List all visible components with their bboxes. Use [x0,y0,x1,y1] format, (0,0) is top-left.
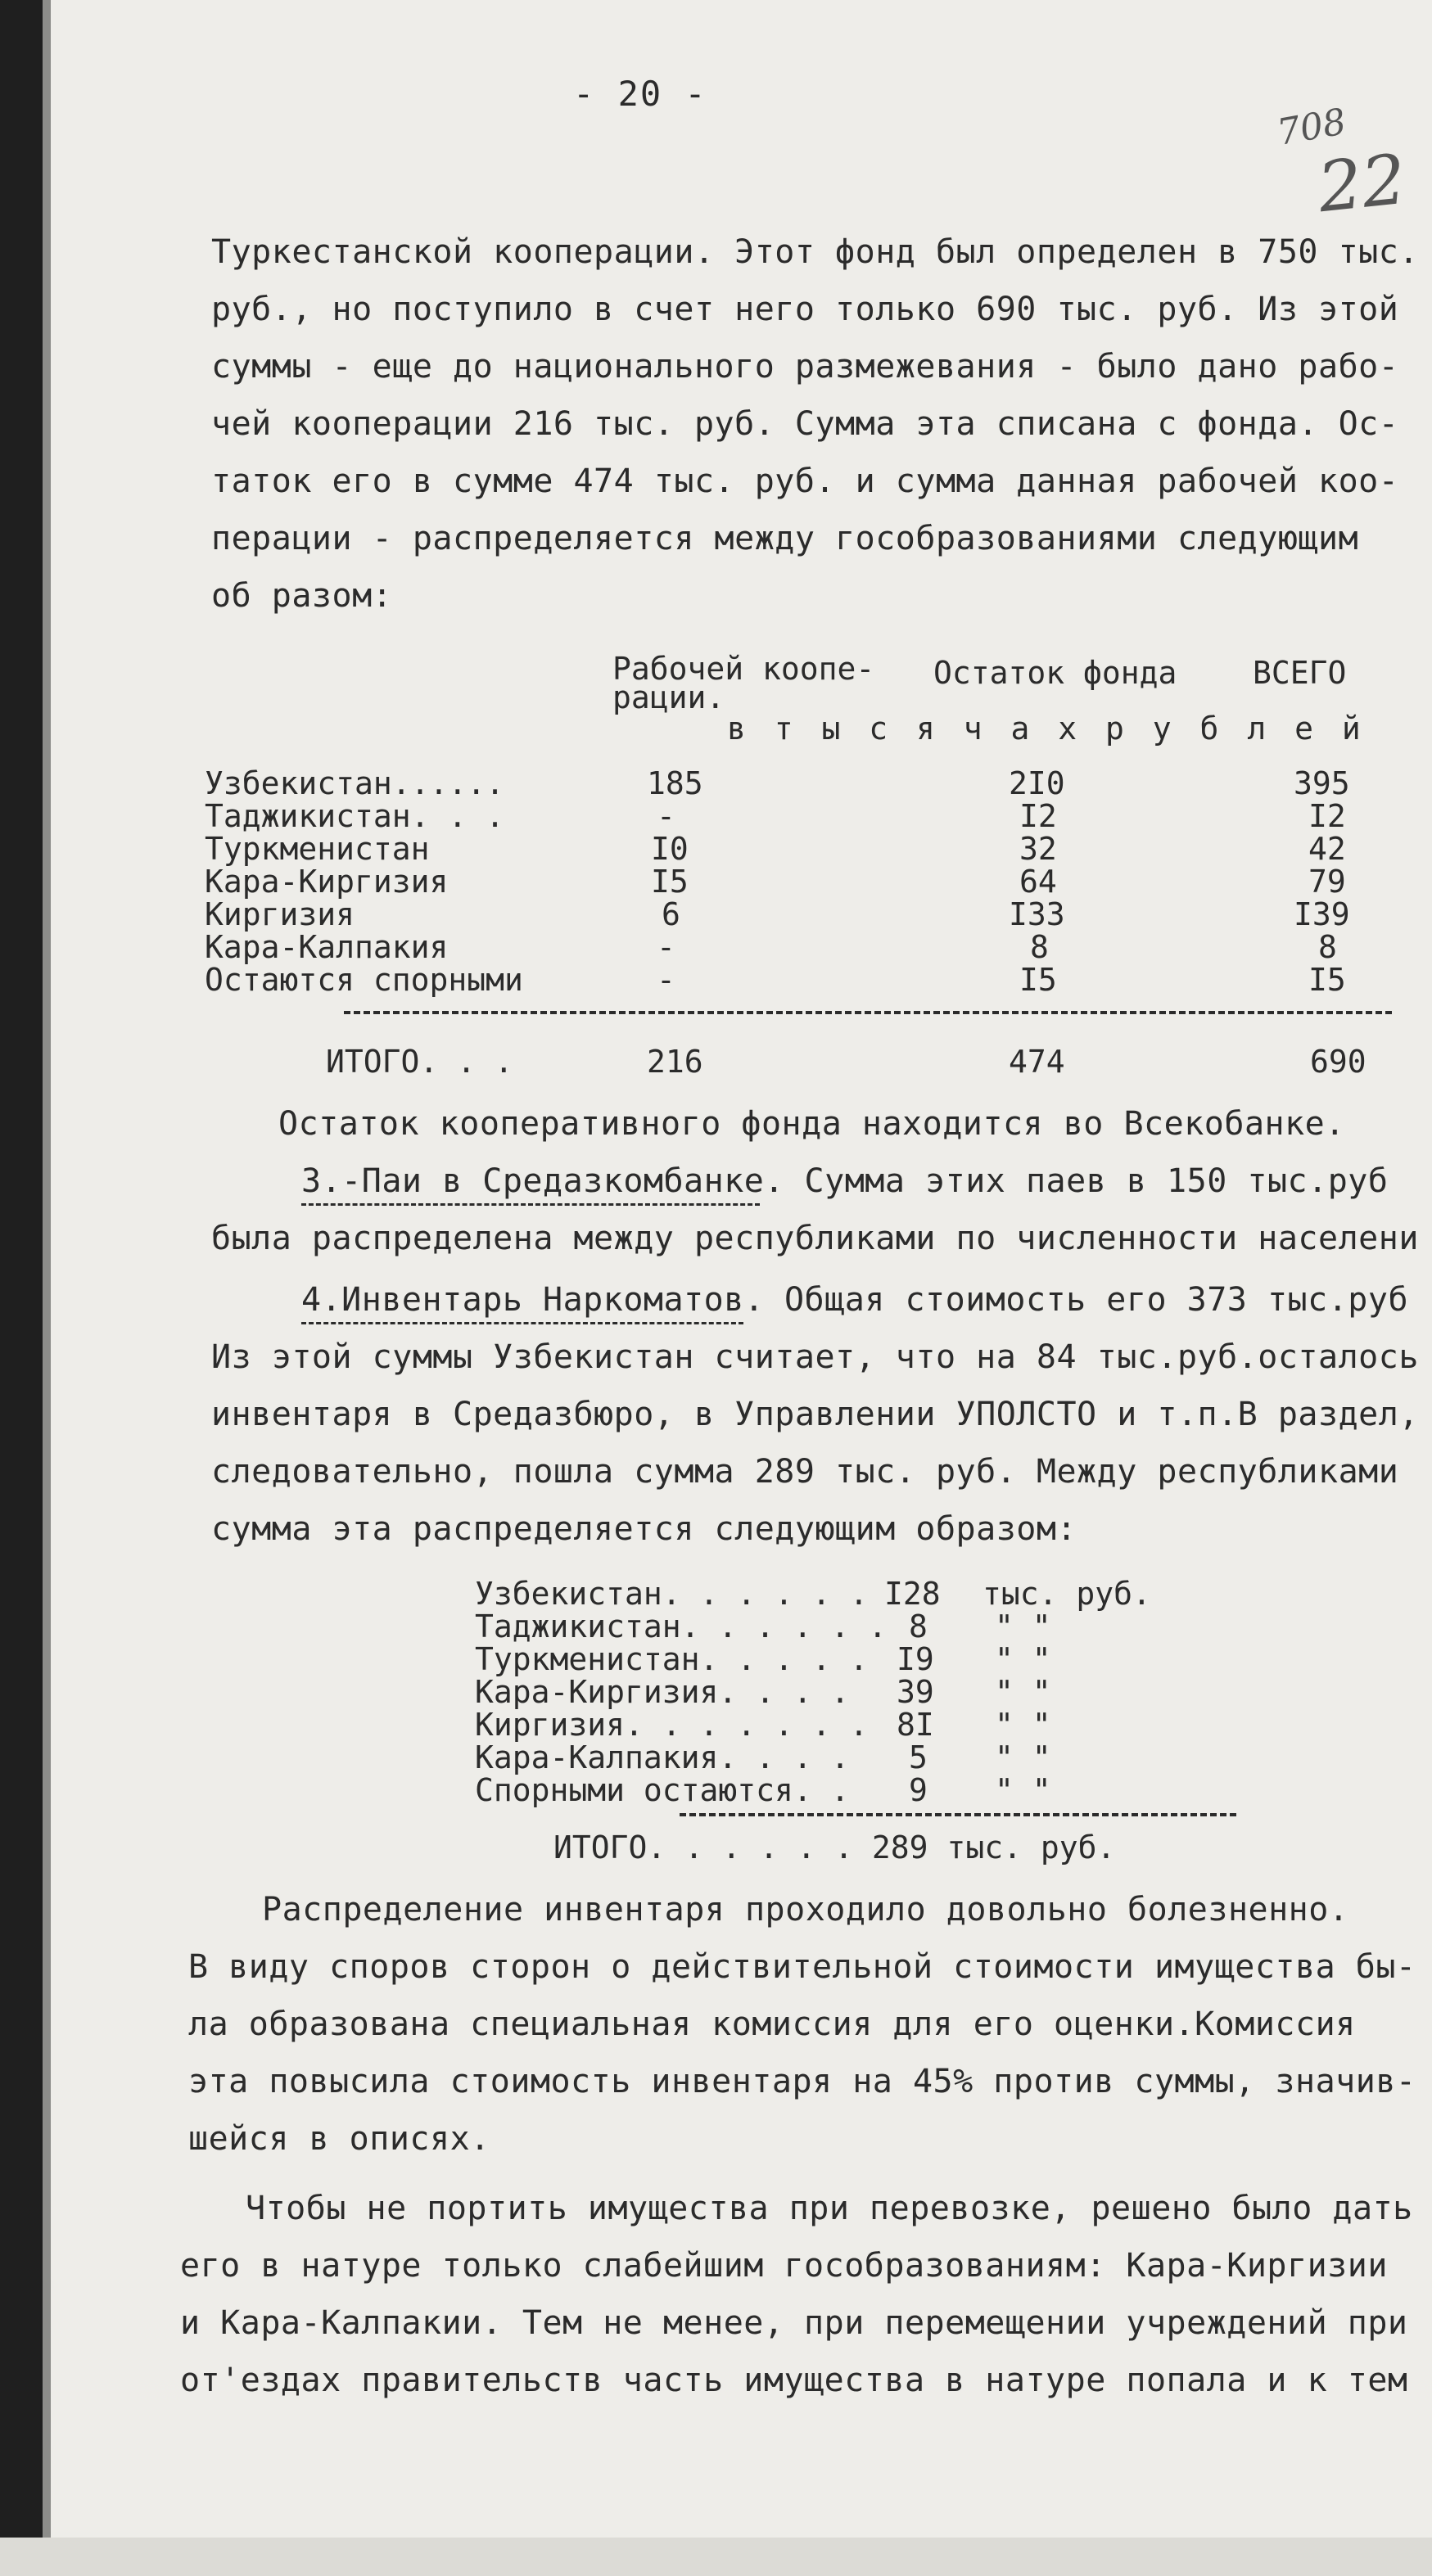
row-unit: " " [995,1608,1051,1644]
text-line: об разом: [211,577,393,615]
item4-title: 4.Инвентарь Наркоматов [301,1281,744,1319]
row-total: 395 [1294,765,1350,801]
row-rest: 2I0 [1009,765,1065,801]
row-unit: " " [995,1707,1051,1743]
scan-left-edge [0,0,43,2576]
text-line: Туркестанской кооперации. Этот фонд был определен в 750 тыс. [211,233,1419,271]
text-line: ла образована специальная комиссия для его оценки.Комиссия [188,2005,1356,2043]
scan-left-edge-shadow [43,0,51,2576]
row-worker: - [657,962,675,998]
row-value: I9 [897,1641,934,1677]
table1-divider [344,1011,1392,1014]
row-rest: I2 [1019,798,1057,834]
total-worker: 216 [647,1044,703,1080]
row-worker: I0 [651,831,689,867]
row-unit: " " [995,1674,1051,1710]
row-total: 8 [1318,929,1337,965]
item3-underline [301,1203,760,1206]
item4-underline [301,1322,743,1324]
row-total: I2 [1308,798,1346,834]
text-line: таток его в сумме 474 тыс. руб. и сумма данная рабочей коо- [211,462,1399,500]
row-name: Туркменистан. . . . . [475,1641,869,1677]
item3-text: . Сумма этих паев в 150 тыс.руб [764,1162,1389,1200]
handwritten-archive-number: 708 [1274,101,1349,154]
handwritten-folio-number: 22 [1314,138,1410,228]
text-line: Чтобы не портить имущества при перевозке, решено было дать [246,2190,1413,2227]
text-line: чей кооперации 216 тыс. руб. Сумма эта списана с фонда. Ос- [211,405,1399,443]
row-name: Остаются спорными [205,962,523,998]
row-name: Спорными остаются. . [475,1772,850,1808]
row-worker: - [657,929,675,965]
row-name: Таджикистан. . . . . . [475,1608,888,1644]
text-line: перации - распределяется между гособразованиями следующим [211,520,1359,557]
text-line: суммы - еще до национального размежевания - было дано рабо- [211,348,1399,386]
row-name: Кара-Киргизия. . . . [475,1674,850,1710]
row-total: 79 [1308,864,1346,900]
row-value: I28 [884,1576,941,1612]
text-line: руб., но поступило в счет него только 690 тыс. руб. Из этой [211,291,1399,328]
row-worker: 6 [662,896,680,932]
page-number: - 20 - [573,74,707,114]
table2-divider [680,1813,1236,1816]
text-line: Из этой суммы Узбекистан считает, что на 84 тыс.руб.осталось [211,1338,1419,1376]
row-unit: тыс. руб. [983,1576,1151,1612]
row-value: 5 [909,1739,928,1775]
item4-text: . Общая стоимость его 373 тыс.руб [743,1281,1409,1319]
table1-header-total: ВСЕГО [1253,655,1347,691]
row-rest: 32 [1019,831,1057,867]
table2-total: ИТОГО. . . . . . 289 тыс. руб. [553,1829,1116,1865]
item3-line [301,1162,1388,1200]
row-name: Узбекистан...... [205,765,505,801]
text-line: инвентаря в Средазбюро, в Управлении УПОЛСТО и т.п.В раздел, [211,1396,1419,1433]
text-line: была распределена между республиками по численности населени [211,1220,1419,1257]
text-line: В виду споров сторон о действительной стоимости имущества бы- [188,1948,1416,1986]
text-line: Распределение инвентаря проходило довольно болезненно. [262,1891,1349,1929]
text-line: шейся в описях. [188,2120,490,2158]
row-rest: I33 [1009,896,1065,932]
table1-header-worker-2: рации. [612,679,725,715]
text-line: следовательно, пошла сумма 289 тыс. руб. Между республиками [211,1453,1399,1491]
row-name: Таджикистан. . . [205,798,505,834]
row-worker: 185 [647,765,703,801]
row-total: I39 [1294,896,1350,932]
row-value: 8I [897,1707,934,1743]
text-line: эта повысила стоимость инвентаря на 45% против суммы, значив- [188,2063,1416,2100]
total-rest: 474 [1009,1044,1065,1080]
scan-bottom-edge [0,2538,1432,2576]
row-name: Кара-Калпакия [205,929,449,965]
row-value: 9 [909,1772,928,1808]
text-line: и Кара-Калпакии. Тем не менее, при перемещении учреждений при [180,2304,1408,2342]
row-total: 42 [1308,831,1346,867]
row-unit: " " [995,1739,1051,1775]
text-line: сумма эта распределяется следующим образом: [211,1510,1077,1548]
item3-title: 3.-Паи в Средазкомбанке [301,1162,765,1200]
row-name: Кара-Киргизия [205,864,449,900]
row-unit: " " [995,1772,1051,1808]
row-name: Кара-Калпакия. . . . [475,1739,850,1775]
text-line: его в натуре только слабейшим гособразованиям: Кара-Киргизии [180,2247,1388,2285]
text-line: Остаток кооперативного фонда находится во Всекобанке. [278,1105,1345,1143]
row-name: Туркменистан [205,831,430,867]
table1-units: в т ы с я ч а х р у б л е й [727,711,1366,747]
row-value: 8 [909,1608,928,1644]
text-line: от'ездах правительств часть имущества в натуре попала и к тем [180,2362,1408,2399]
row-value: 39 [897,1674,934,1710]
row-rest: I5 [1019,962,1057,998]
table1-header-worker: Рабочей коопе- [612,651,875,687]
table1-header-rest: Остаток фонда [933,655,1177,691]
total-total: 690 [1310,1044,1366,1080]
row-total: I5 [1308,962,1346,998]
row-worker: I5 [651,864,689,900]
row-rest: 8 [1030,929,1049,965]
row-rest: 64 [1019,864,1057,900]
row-name: Узбекистан. . . . . . [475,1576,869,1612]
row-unit: " " [995,1641,1051,1677]
total-label: ИТОГО. . . [326,1044,513,1080]
row-worker: - [657,798,675,834]
row-name: Киргизия [205,896,355,932]
row-name: Киргизия. . . . . . . [475,1707,869,1743]
item4-line [301,1281,1408,1319]
